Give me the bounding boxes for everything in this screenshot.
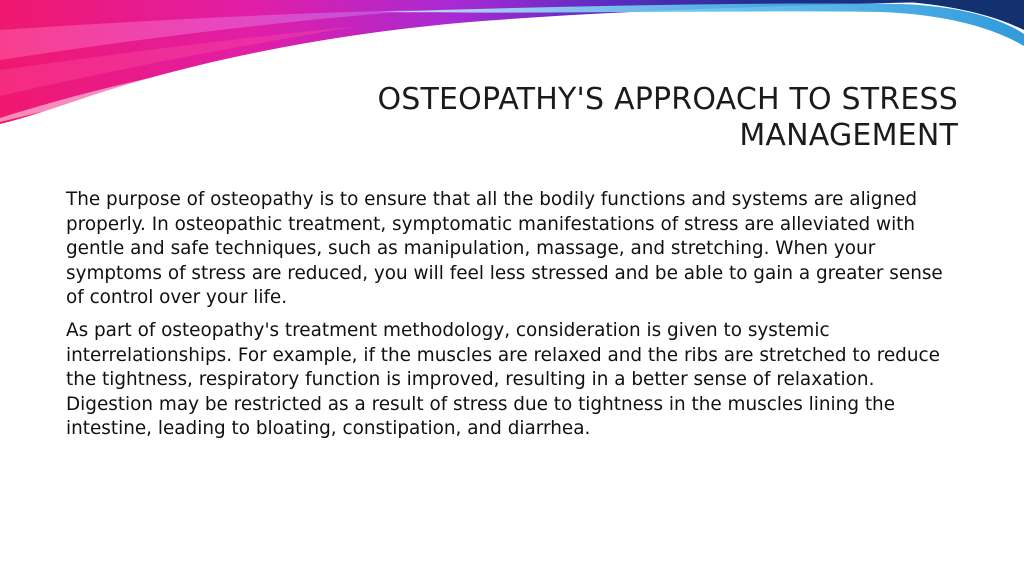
- slide-title: [318, 82, 958, 154]
- swoosh-blue-band: [380, 3, 1024, 46]
- slide-body: [66, 188, 966, 450]
- slide-title-line-2: MANAGEMENT: [739, 118, 958, 153]
- slide-title-line-1: OSTEOPATHY'S APPROACH TO STRESS: [377, 82, 958, 117]
- body-paragraph-1: The purpose of osteopathy is to ensure that all the bodily functions and systems are aligned properly. In osteopathic treatment, symptomatic manifestations of stress are alleviated with gentle and safe techniques, such as manipulation, massage, and stretching. When your symptoms of stress are reduced, you will feel less stressed and be able to gain a greater sense of control over your life.: [66, 189, 943, 309]
- body-paragraph-2: As part of osteopathy's treatment methodology, consideration is given to systemic interrelationships. For example, if the muscles are relaxed and the ribs are stretched to reduce the tightness, respiratory function is improved, resulting in a better sense of relaxation. Digestion may be restricted as a result of stress due to tightness in the muscles lining the intestine, leading to bloating, constipation, and diarrhea.: [66, 319, 940, 440]
